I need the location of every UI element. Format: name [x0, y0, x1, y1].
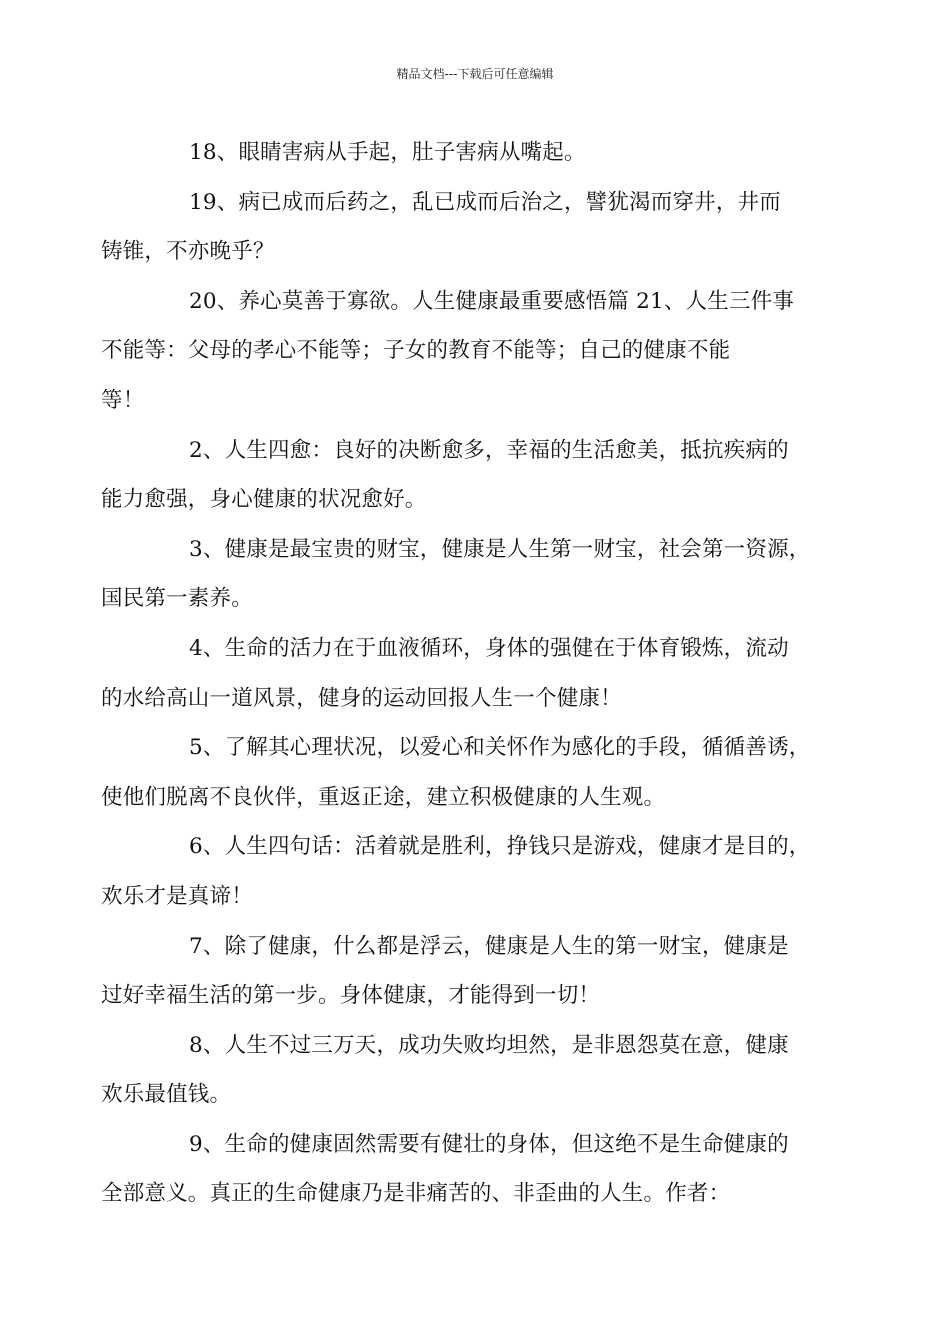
paragraph: [101, 723, 815, 822]
text-line: 20、养心莫善于寡欲。人生健康最重要感悟篇 21、人生三件事: [189, 288, 795, 314]
document-body: [101, 128, 815, 1219]
text-line: 4、生命的活力在于血液循环，身体的强健在于体育锻炼，流动: [189, 635, 789, 661]
text-line: 的水给高山一道风景，健身的运动回报人生一个健康！: [101, 685, 622, 711]
text-line: 6、人生四句话：活着就是胜利，挣钱只是游戏，健康才是目的，: [189, 834, 811, 860]
text-line: 7、除了健康，什么都是浮云，健康是人生的第一财宝，健康是: [189, 933, 789, 959]
text-line: 欢乐才是真谛！: [101, 883, 253, 909]
paragraph: [101, 822, 815, 921]
page-header: 精品文档---下载后可任意编辑: [396, 67, 554, 81]
paragraph: [101, 277, 815, 426]
paragraph: [101, 426, 815, 525]
text-line: 19、病已成而后药之，乱已成而后治之，譬犹渴而穿井，井而: [189, 189, 781, 215]
text-line: 使他们脱离不良伙伴，重返正途，建立积极健康的人生观。: [101, 784, 666, 810]
text-line: 等！: [101, 387, 145, 413]
paragraph: [101, 525, 815, 624]
paragraph: [101, 1021, 815, 1120]
text-line: 铸锥，不亦晚乎？: [101, 239, 275, 265]
text-line: 8、人生不过三万天，成功失败均坦然，是非恩怨莫在意，健康: [189, 1032, 789, 1058]
text-line: 3、健康是最宝贵的财宝，健康是人生第一财宝，社会第一资源，: [189, 536, 811, 562]
text-line: 过好幸福生活的第一步。身体健康，才能得到一切！: [101, 983, 601, 1009]
text-line: 国民第一素养。: [101, 586, 253, 612]
text-line: 不能等：父母的孝心不能等；子女的教育不能等；自己的健康不能: [101, 338, 731, 364]
text-line: 欢乐最值钱。: [101, 1082, 232, 1108]
text-line: 全部意义。真正的生命健康乃是非痛苦的、非歪曲的人生。作者：: [101, 1181, 731, 1207]
paragraph: [145, 128, 815, 178]
paragraph: [101, 178, 815, 277]
text-line: 能力愈强，身心健康的状况愈好。: [101, 487, 427, 513]
text-line: 2、人生四愈：良好的决断愈多，幸福的生活愈美，抵抗疾病的: [189, 437, 789, 463]
text-line: 5、了解其心理状况，以爱心和关怀作为感化的手段，循循善诱，: [189, 735, 811, 761]
text-line: 9、生命的健康固然需要有健壮的身体，但这绝不是生命健康的: [189, 1131, 789, 1157]
text-line: 18、眼睛害病从手起，肚子害病从嘴起。: [189, 140, 586, 165]
paragraph: [101, 922, 815, 1021]
paragraph: [101, 1120, 815, 1219]
paragraph: [101, 624, 815, 723]
